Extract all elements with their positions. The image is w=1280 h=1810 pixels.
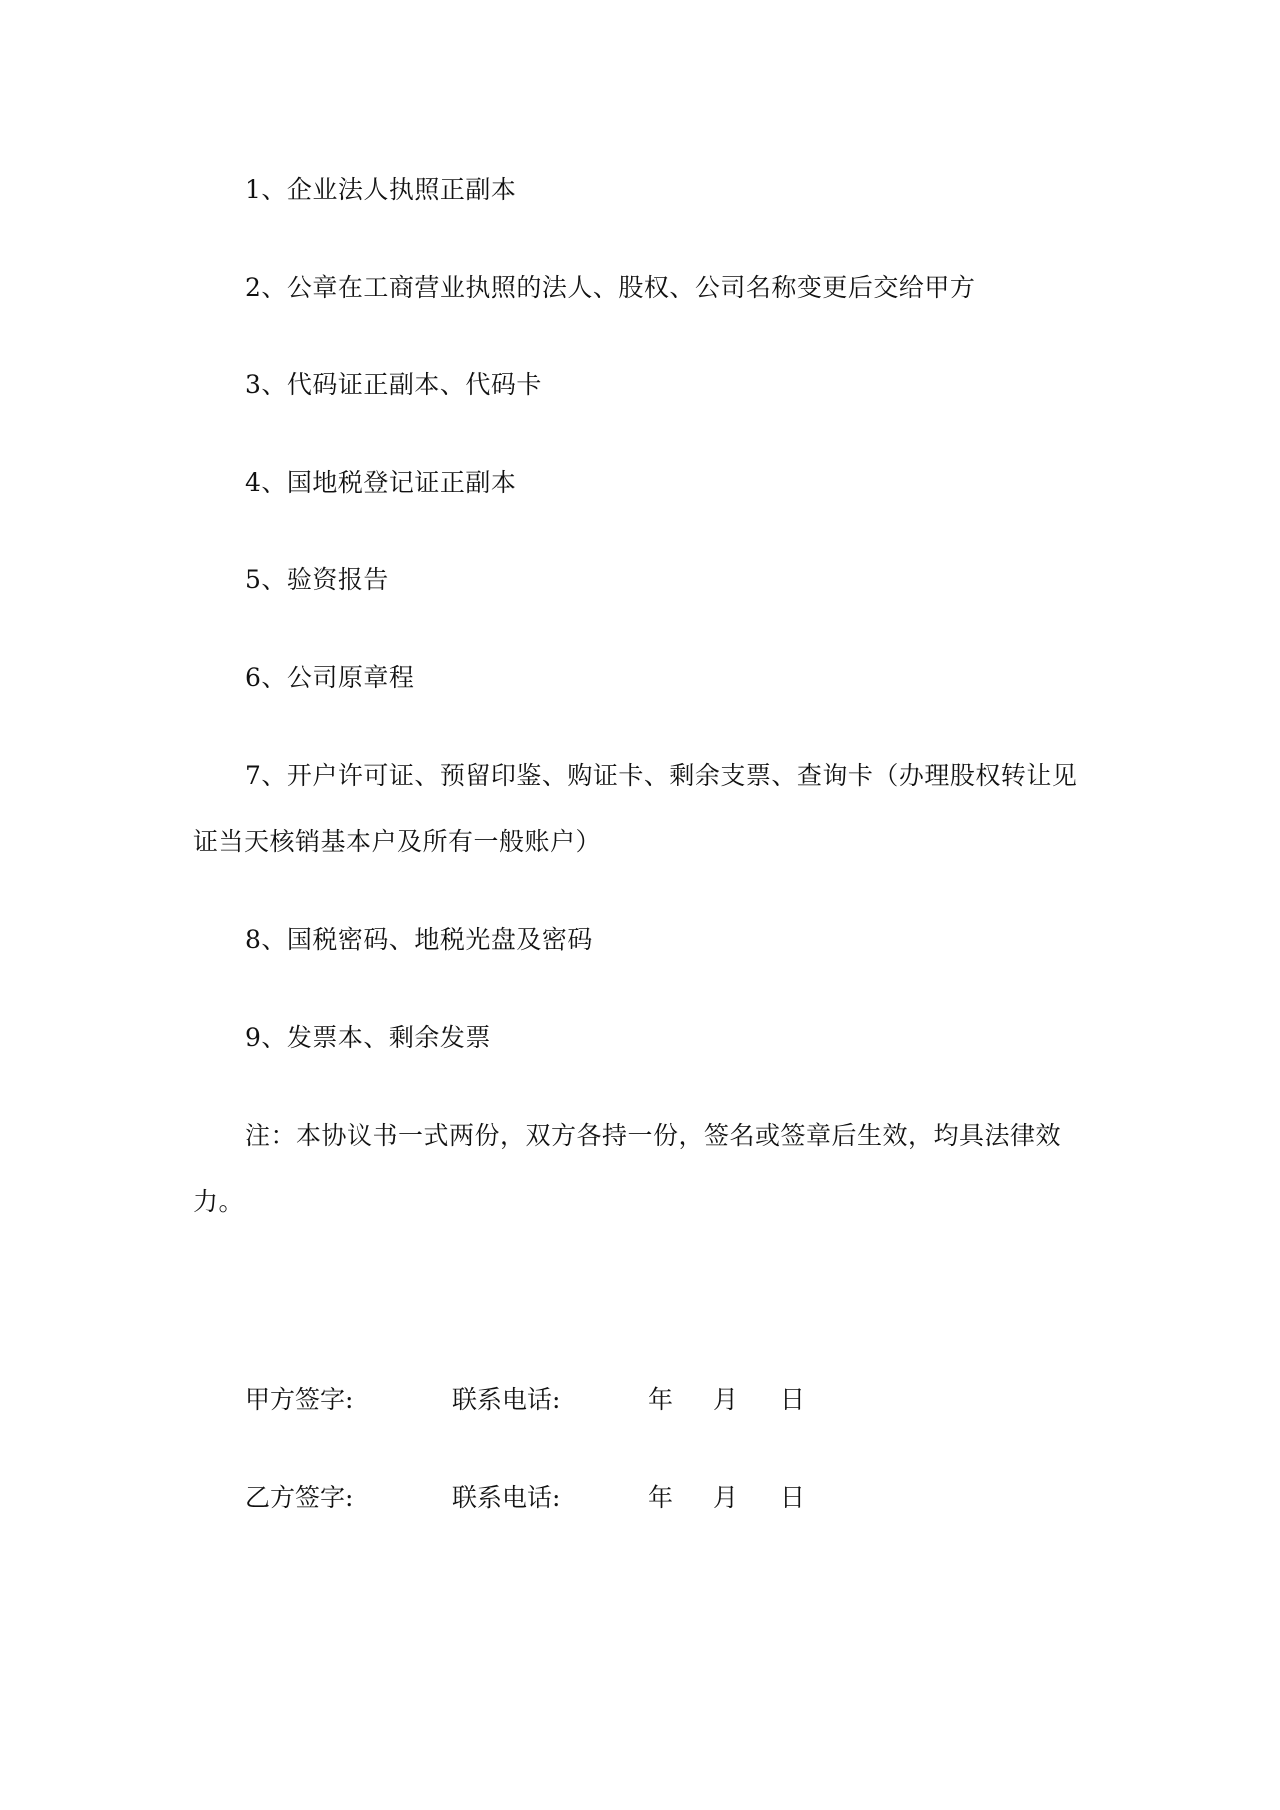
party-a-day-label: 日 bbox=[780, 1385, 806, 1414]
party-a-year-label: 年 bbox=[648, 1385, 674, 1414]
party-a-month-label: 月 bbox=[713, 1385, 739, 1414]
list-item: 3、代码证正副本、代码卡 bbox=[245, 370, 542, 399]
party-b-month-label: 月 bbox=[713, 1483, 739, 1512]
list-item: 6、公司原章程 bbox=[245, 663, 415, 692]
note-paragraph: 注：本协议书一式两份，双方各持一份，签名或签章后生效，均具法律效力。 bbox=[193, 1121, 1062, 1216]
list-item: 8、国税密码、地税光盘及密码 bbox=[245, 925, 593, 954]
party-b-year-label: 年 bbox=[648, 1483, 674, 1512]
list-item: 4、国地税登记证正副本 bbox=[245, 468, 517, 497]
party-b-day-label: 日 bbox=[780, 1483, 806, 1512]
party-b-phone-label: 联系电话: bbox=[452, 1483, 561, 1512]
party-a-signature-label: 甲方签字: bbox=[245, 1385, 354, 1414]
list-item: 1、企业法人执照正副本 bbox=[245, 175, 517, 204]
list-item: 5、验资报告 bbox=[245, 565, 389, 594]
list-item: 9、发票本、剩余发票 bbox=[245, 1023, 491, 1052]
party-a-phone-label: 联系电话: bbox=[452, 1385, 561, 1414]
list-item: 7、开户许可证、预留印鉴、购证卡、剩余支票、查询卡（办理股权转让见证当天核销基本户及所有一般账户） bbox=[193, 761, 1078, 856]
list-item: 2、公章在工商营业执照的法人、股权、公司名称变更后交给甲方 bbox=[245, 273, 976, 302]
party-b-signature-label: 乙方签字: bbox=[245, 1483, 354, 1512]
